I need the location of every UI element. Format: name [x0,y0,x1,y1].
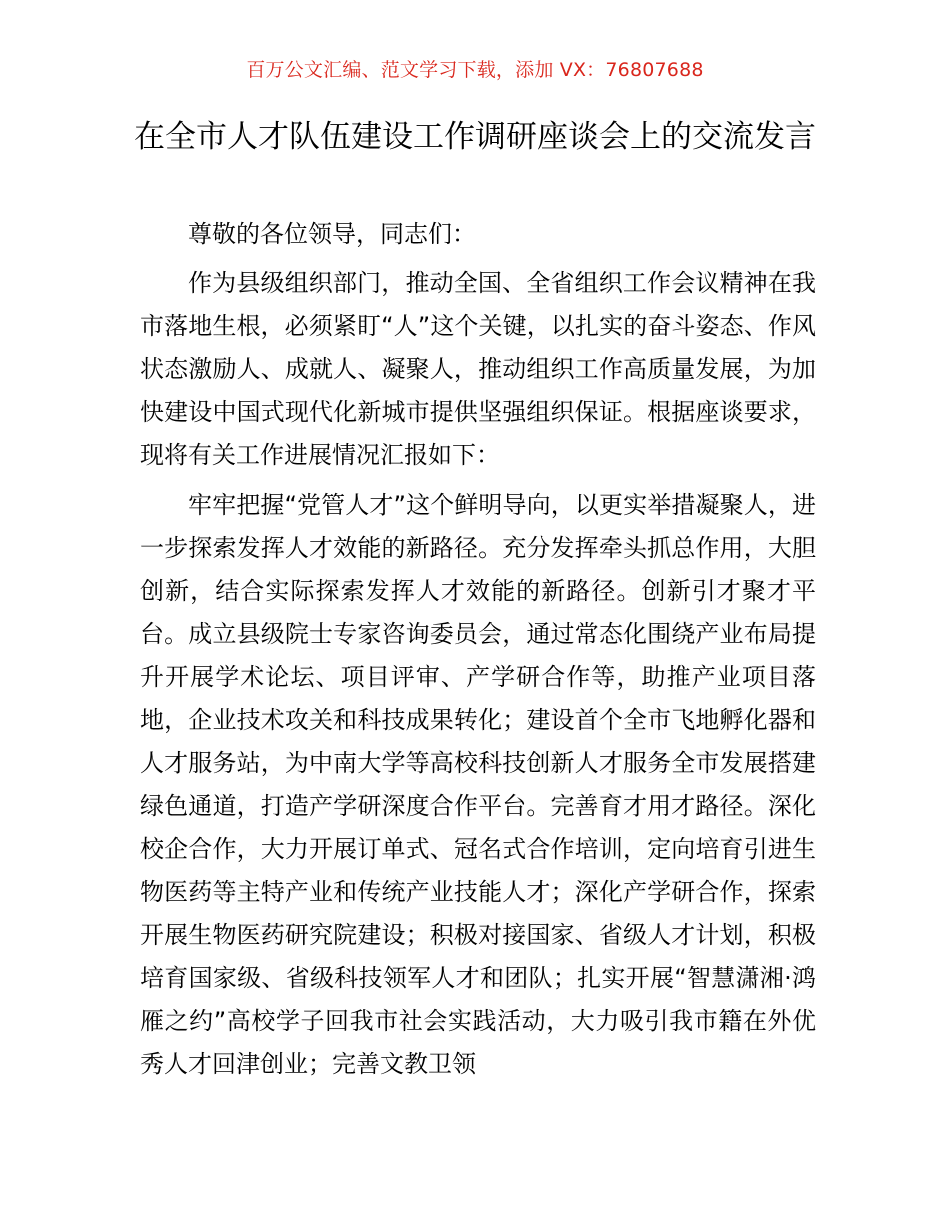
document-title: 在全市人才队伍建设工作调研座谈会上的交流发言 [134,119,816,155]
body-paragraph-2: 牢牢把握“党管人才”这个鲜明导向，以更实举措凝聚人，进一步探索发挥人才效能的新路径。充分发挥牵头抓总作用，大胆创新，结合实际探索发挥人才效能的新路径。创新引才聚才平台。成立县级院士专家咨询委员会，通过常态化围绕产业布局提升开展学术论坛、项目评审、产学研合作等，助推产业项目落地，企业技术攻关和科技成果转化；建设首个全市飞地孵化器和人才服务站，为中南大学等高校科技创新人才服务全市发展搭建绿色通道，打造产学研深度合作平台。完善育才用才路径。深化校企合作，大力开展订单式、冠名式合作培训，定向培育引进生物医药等主特产业和传统产业技能人才；深化产学研合作，探索开展生物医药研究院建设；积极对接国家、省级人才计划，积极培育国家级、省级科技领军人才和团队；扎实开展“智慧潇湘·鸿雁之约”高校学子回我市社会实践活动，大力吸引我市籍在外优秀人才回津创业；完善文教卫领 [140,491,816,1078]
document-body [140,213,816,1093]
body-paragraph-1: 作为县级组织部门，推动全国、全省组织工作会议精神在我市落地生根，必须紧盯“人”这个关键，以扎实的奋斗姿态、作风状态激励人、成就人、凝聚人，推动组织工作高质量发展，为加快建设中国式现代化新城市提供坚强组织保证。根据座谈要求，现将有关工作进展情况汇报如下： [140,269,816,469]
header-banner: 百万公文汇编、范文学习下载，添加 VX：76807688 [246,59,704,81]
salutation: 尊敬的各位领导，同志们： [188,220,476,248]
